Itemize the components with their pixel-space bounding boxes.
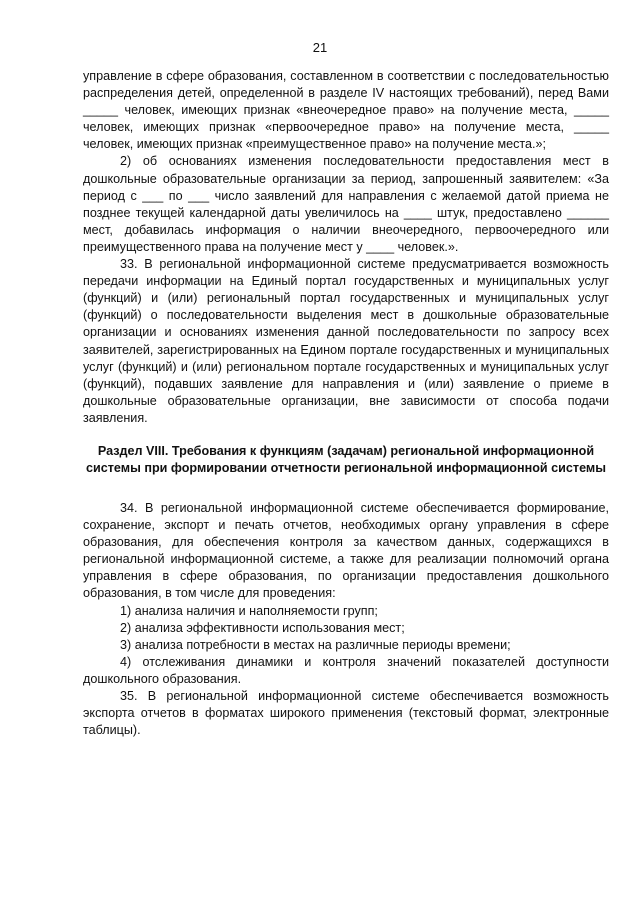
paragraph-continuation: управление в сфере образования, составленном в соответствии с последовательностью распределения детей, определенной в разделе IV настоящих требований), перед Вами _____ человек, имеющих признак «внеочередное право» на получение места, _____ человек, имеющих признак «первоочередное право» на получение места, _____ человек, имеющих признак «преимущественное право» на получение места.»; <box>83 69 609 152</box>
paragraph-33: 33. В региональной информационной системе предусматривается возможность передачи информации на Единый портал государственных и муниципальных услуг (функций) и (или) региональный портал государственных и муниципальных услуг (функций) о последовательности выделения мест в дошкольные образовательные организации и основаниях изменения данной последовательности по запросу всех заявителей, зарегистрированных на Едином портале государственных и муниципальных услуг (функций) и (или) региональном портале государственных и муниципальных услуг (функций), подавших заявление для направления и (или) заявление о приеме в дошкольные образовательные организации, вне зависимости от способа подачи заявления. <box>83 257 609 425</box>
section-heading: Раздел VIII. Требования к функциям (задачам) региональной информационной системы при формировании отчетности региональной информационной системы <box>86 443 606 475</box>
paragraph-34: 34. В региональной информационной системе обеспечивается формирование, сохранение, экспорт и печать отчетов, необходимых органу управления в сфере образования, для обеспечения контроля за качеством данных, содержащихся в региональной информационной системе, а также для реализации полномочий органа управления в сфере образования, по организации предоставления дошкольного образования, в том числе для проведения: <box>83 500 609 601</box>
list-item-3: 3) анализа потребности в местах на различные периоды времени; <box>120 637 511 652</box>
page-number: 21 <box>312 40 328 55</box>
list-item-4: 4) отслеживания динамики и контроля значений показателей доступности дошкольного образования. <box>83 654 609 686</box>
paragraph-item-2: 2) об основаниях изменения последовательности предоставления мест в дошкольные образовательные организации за период, запрошенный заявителем: «За период с ___ по ___ число заявлений для направления с желаемой датой приема не позднее текущей календарной даты увеличилось на ____ штук, предоставлено ______ мест, добавилась информация о наличии внеочередного, первоочередного или преимущественного права на получение мест у ____ человек.». <box>83 154 609 254</box>
paragraph-35: 35. В региональной информационной системе обеспечивается возможность экспорта отчетов в форматах широкого применения (текстовый формат, электронные таблицы). <box>83 689 609 738</box>
document-body <box>83 68 609 739</box>
list-item-2: 2) анализа эффективности использования мест; <box>120 620 405 635</box>
list-item-1: 1) анализа наличия и наполняемости групп; <box>120 603 378 618</box>
